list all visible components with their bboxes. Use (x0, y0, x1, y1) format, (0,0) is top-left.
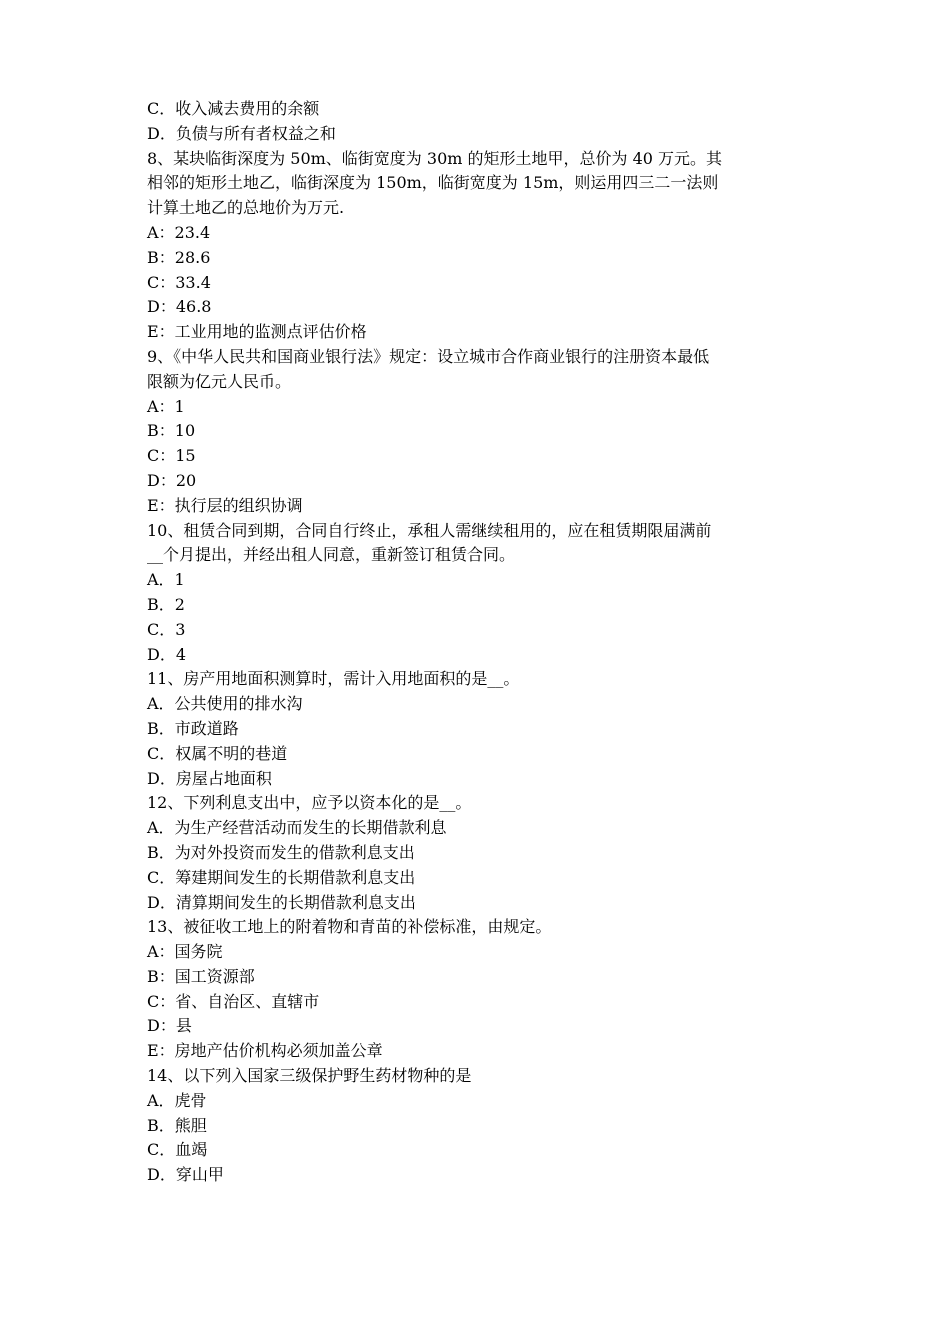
question-text-line: __个月提出，并经出租人同意，重新签订租赁合同。 (147, 545, 516, 565)
question-text-line: 8、某块临街深度为 50m、临街宽度为 30m 的矩形土地甲，总价为 40 万元。其 (147, 148, 723, 168)
option-line: C．3 (147, 619, 186, 639)
question-text-line: 9、《中华人民共和国商业银行法》规定：设立城市合作商业银行的注册资本最低 (147, 346, 710, 366)
option-line: A．1 (147, 570, 185, 590)
option-line: B．市政道路 (147, 718, 239, 738)
question-text-line: 计算土地乙的总地价为万元. (147, 198, 345, 218)
question-text-line: 11、房产用地面积测算时，需计入用地面积的是__。 (147, 669, 520, 689)
option-line: D．房屋占地面积 (147, 768, 272, 788)
option-line: D．负债与所有者权益之和 (147, 123, 336, 143)
question-block (147, 1064, 819, 1188)
question-block (147, 915, 819, 1064)
question-block (147, 345, 819, 519)
option-line: E：工业用地的监测点评估价格 (147, 322, 367, 342)
option-line: D．清算期间发生的长期借款利息支出 (147, 892, 416, 912)
option-line: A：23.4 (147, 222, 211, 242)
question-block (147, 791, 819, 915)
option-line: E：执行层的组织协调 (147, 495, 303, 515)
question-text-line: 相邻的矩形土地乙，临街深度为 150m，临街宽度为 15m，则运用四三二一法则 (147, 173, 719, 193)
option-line: C．收入减去费用的余额 (147, 99, 320, 118)
question-block (147, 147, 819, 345)
question-text-line: 10、租赁合同到期，合同自行终止，承租人需继续租用的，应在租赁期限届满前 (147, 520, 712, 540)
option-line: B．2 (147, 594, 185, 614)
option-line: B．熊胆 (147, 1115, 207, 1135)
question-block (147, 519, 819, 668)
question-list (147, 147, 819, 1188)
option-line: B．为对外投资而发生的借款利息支出 (147, 842, 415, 862)
question-text-line: 12、下列利息支出中，应予以资本化的是__。 (147, 793, 472, 813)
option-line: C．权属不明的巷道 (147, 743, 288, 763)
option-line: B：国工资源部 (147, 966, 255, 986)
option-line: D：46.8 (147, 297, 212, 317)
question-text-line: 14、以下列入国家三级保护野生药材物种的是 (147, 1066, 472, 1086)
option-line: D．穿山甲 (147, 1165, 224, 1185)
option-line: D：县 (147, 1016, 192, 1036)
option-line: B：10 (147, 421, 196, 441)
option-line: C：省、自治区、直辖市 (147, 991, 320, 1011)
option-line: C：15 (147, 446, 196, 466)
option-line: A．为生产经营活动而发生的长期借款利息 (147, 818, 447, 838)
document-page (147, 97, 819, 1188)
option-line: C．筹建期间发生的长期借款利息支出 (147, 867, 416, 887)
question-block (147, 667, 819, 791)
question-text-line: 限额为亿元人民币。 (147, 371, 292, 391)
option-line: D．4 (147, 644, 187, 664)
option-line: A．虎骨 (147, 1090, 207, 1110)
leading-options (147, 97, 819, 147)
option-line: A：国务院 (147, 942, 223, 962)
option-line: C：33.4 (147, 272, 211, 292)
question-text-line: 13、被征收工地上的附着物和青苗的补偿标准，由规定。 (147, 917, 552, 937)
option-line: B：28.6 (147, 247, 211, 267)
option-line: C．血竭 (147, 1140, 208, 1160)
option-line: A：1 (147, 396, 185, 416)
option-line: A．公共使用的排水沟 (147, 694, 303, 714)
option-line: D：20 (147, 470, 197, 490)
option-line: E：房地产估价机构必须加盖公章 (147, 1041, 383, 1061)
